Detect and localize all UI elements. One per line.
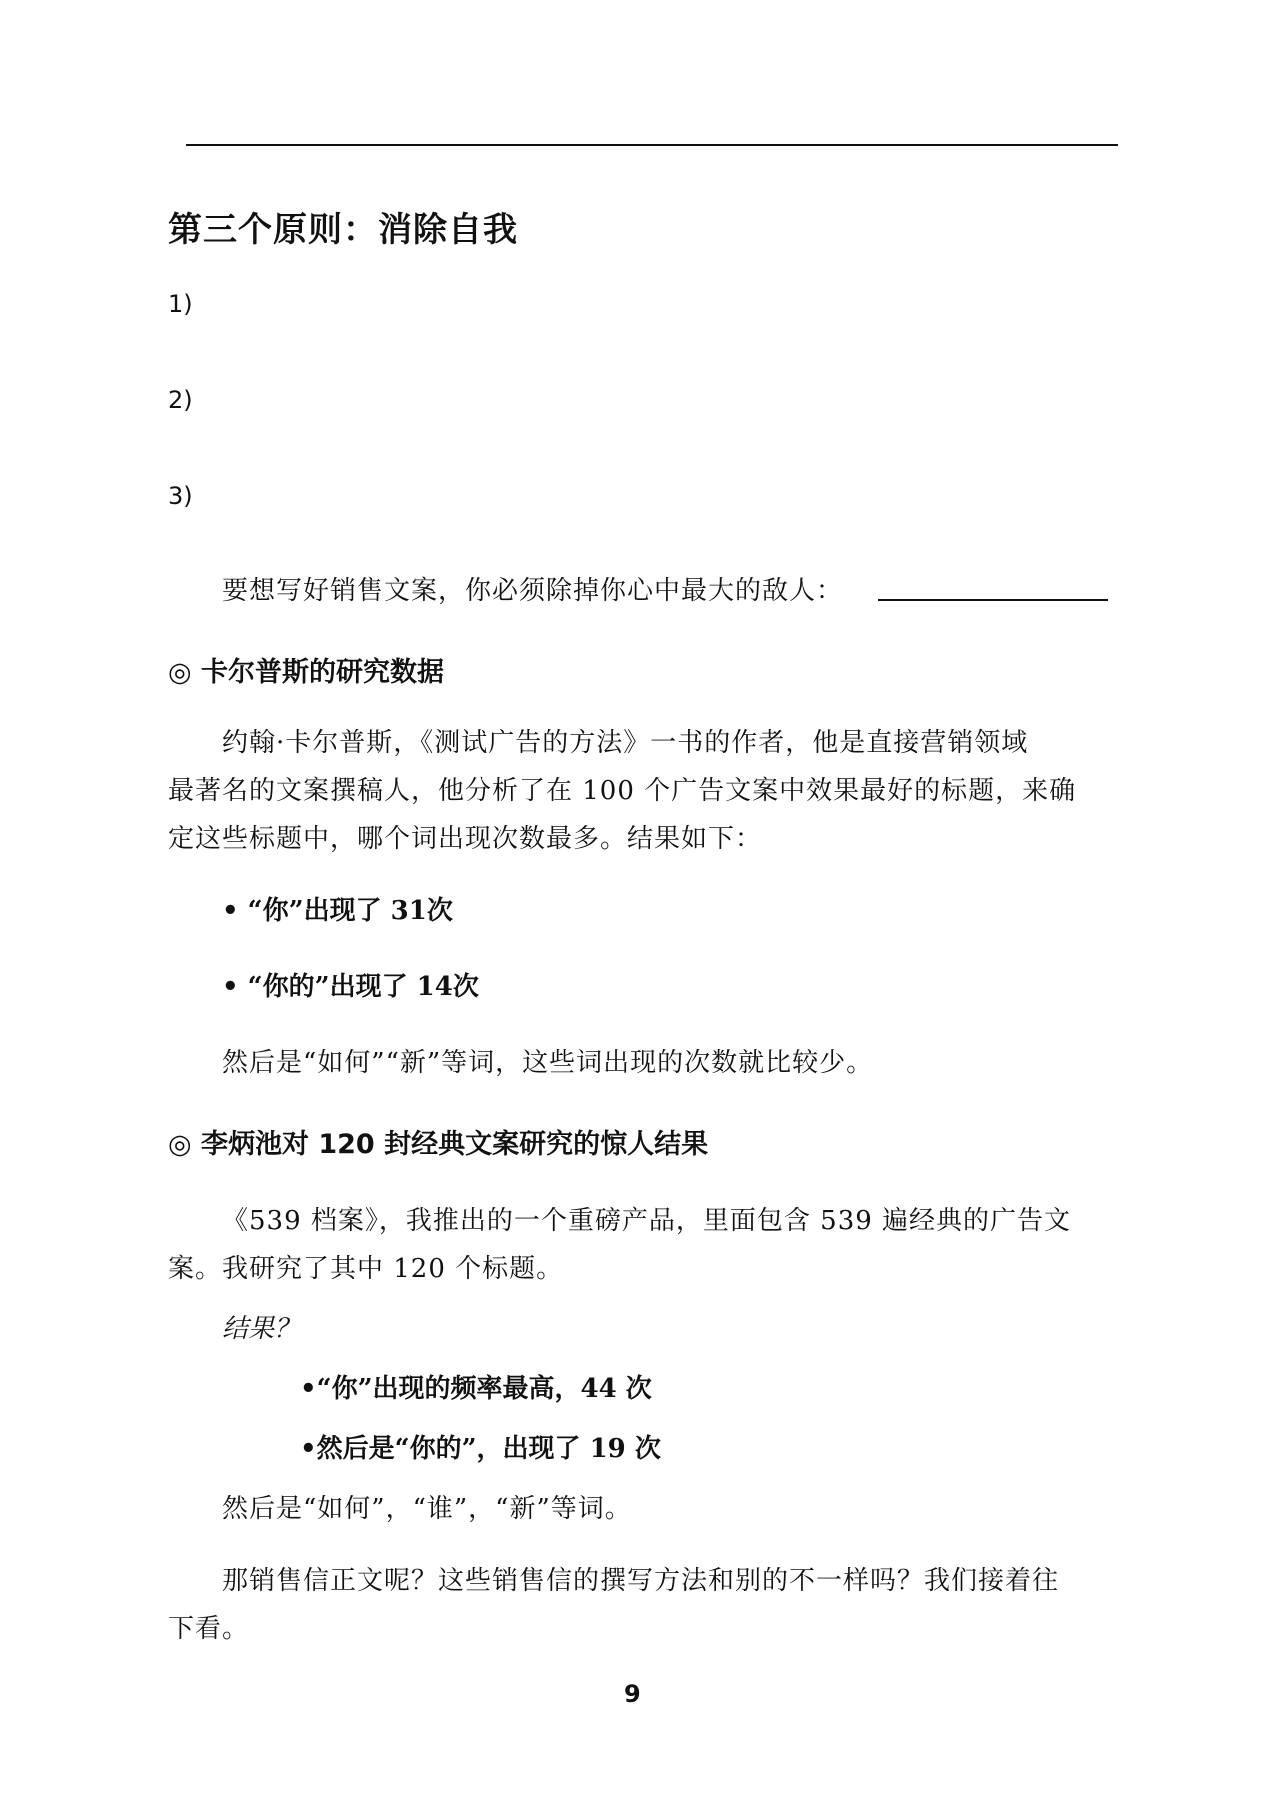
list-marker-1: 1) — [168, 290, 193, 318]
paragraph-line: 案。我研究了其中 120 个标题。 — [168, 1254, 564, 1284]
paragraph-line: 最著名的文案撰稿人，他分析了在 100 个广告文案中效果最好的标题，来确 — [168, 776, 1077, 806]
bullet-item: • “你的”出现了 14次 — [222, 972, 479, 1002]
paragraph-line: 定这些标题中，哪个词出现次数最多。结果如下： — [168, 824, 763, 854]
list-marker-3: 3) — [168, 482, 193, 510]
page-number: 9 — [624, 1680, 641, 1708]
paragraph-line: 约翰·卡尔普斯，《测试广告的方法》一书的作者，他是直接营销领域 — [222, 728, 1029, 758]
page-heading: 第三个原则：消除自我 — [168, 210, 518, 250]
paragraph-line: 下看。 — [168, 1614, 250, 1644]
bullet-item: • “你”出现了 31次 — [222, 896, 453, 926]
result-label: 结果？ — [222, 1314, 301, 1344]
section-heading-kalps: ◎ 卡尔普斯的研究数据 — [168, 657, 444, 688]
closing-sentence: 然后是“如何”，“谁”，“新”等词。 — [222, 1494, 632, 1524]
fill-in-blank — [878, 599, 1108, 601]
intro-sentence: 要想写好销售文案，你必须除掉你心中最大的敌人： — [222, 576, 844, 606]
bullet-item: •然后是“你的”，出现了 19 次 — [300, 1434, 661, 1464]
section-heading-li: ◎ 李炳池对 120 封经典文案研究的惊人结果 — [168, 1129, 709, 1160]
closing-sentence: 然后是“如何”“新”等词，这些词出现的次数就比较少。 — [222, 1048, 874, 1078]
top-rule — [186, 144, 1118, 146]
list-marker-2: 2) — [168, 386, 193, 414]
bullet-item: •“你”出现的频率最高，44 次 — [300, 1374, 652, 1404]
paragraph-line: 《539 档案》，我推出的一个重磅产品，里面包含 539 遍经典的广告文 — [222, 1206, 1072, 1236]
paragraph-line: 那销售信正文呢？这些销售信的撰写方法和别的不一样吗？我们接着往 — [222, 1566, 1060, 1596]
